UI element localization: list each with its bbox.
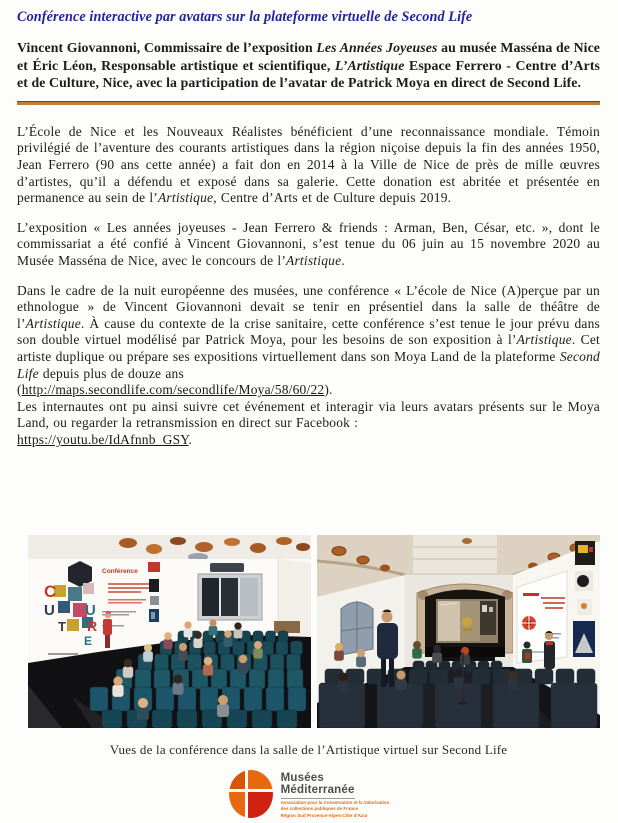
text-run: Espace Ferrero - Centre d’Arts et de Culture, Nice, avec la participation de l’avatar de Patrick Moya en direct de Second Life. — [17, 57, 600, 91]
paragraph-3 — [17, 283, 600, 449]
theatre-seat — [409, 669, 427, 684]
avatar-torso — [137, 707, 149, 720]
theatre-seat — [155, 654, 169, 671]
avatar-torso — [223, 637, 232, 647]
wall-posters — [148, 562, 160, 622]
italic-text-run: Artistique — [157, 190, 214, 206]
horizontal-rule — [17, 101, 600, 105]
theatre-seat — [435, 683, 481, 728]
theatre-seat — [346, 669, 364, 684]
avatar-head — [508, 670, 517, 679]
avatar-torso — [217, 704, 229, 717]
avatar-head — [194, 631, 202, 639]
avatar-torso — [338, 681, 349, 693]
avatar-head — [218, 695, 228, 705]
images-caption: Vues de la conférence dans la salle de l’Artistique virtuel sur Second Life — [109, 742, 508, 757]
avatar-head — [433, 645, 441, 653]
avatar-head — [396, 670, 405, 679]
theatre-seat — [288, 687, 306, 711]
theatre-seat — [252, 710, 272, 728]
text-zone — [17, 8, 600, 535]
theatre-seat — [204, 641, 216, 655]
intro-paragraph — [17, 39, 600, 92]
avatar-head — [113, 676, 122, 685]
theatre-seat — [200, 687, 218, 711]
theatre-seat — [556, 669, 574, 684]
avatar-head — [454, 668, 463, 677]
theatre-seat — [472, 669, 490, 684]
theatre-seat — [244, 687, 262, 711]
theatre-seat — [270, 654, 284, 671]
text-run: , Centre d’Arts et de Culture depuis 2019. — [213, 190, 452, 206]
text-run: . — [341, 252, 345, 268]
culture-letter: U — [85, 602, 96, 619]
text-run: . Cet artiste duplique ou prépare ses expositions virtuellement dans son Moya Land de la plateforme — [17, 332, 600, 364]
paragraph-2 — [17, 220, 600, 270]
avatar-head — [138, 698, 148, 708]
theatre-seat — [262, 641, 274, 655]
text-run: ). — [324, 382, 333, 398]
italic-text-run: Second Life — [17, 348, 600, 381]
avatar-torso — [178, 650, 188, 660]
avatar-head — [335, 643, 343, 651]
avatar-torso — [234, 629, 243, 639]
avatar-head — [184, 621, 191, 628]
page-title: Conférence interactive par avatars sur la plateforme virtuelle de Second Life — [17, 9, 473, 25]
avatar-head — [144, 644, 152, 652]
text-run: L’exposition « Les années joyeuses - Jean Ferrero & friends : Arman, Ben, César, etc. », dont le commissariat a été confié à Vincent Giovannoni, s’est tenue du 06 juin au 15 novembre 2020 au Musée Masséna de Nice, avec le concours de l’ — [17, 219, 600, 268]
avatar-head — [357, 649, 365, 657]
culture-letter: R — [87, 618, 98, 634]
text-run: . — [188, 431, 193, 447]
conference-screenshots-row — [17, 535, 600, 728]
avatar-torso — [396, 679, 407, 691]
theatre-seat — [188, 654, 202, 671]
avatar-torso — [238, 662, 248, 673]
theatre-seat — [287, 669, 303, 689]
theatre-seat — [535, 669, 553, 684]
theatre-seat — [277, 710, 297, 728]
virtual-theatre-photo-right — [317, 535, 600, 728]
theatre-seat — [211, 669, 227, 689]
theatre-seat — [154, 669, 170, 689]
avatar-torso — [193, 638, 202, 648]
avatar-head — [254, 641, 262, 649]
text-run: ( — [17, 382, 22, 398]
avatar-torso — [143, 651, 153, 662]
avatar-torso — [203, 664, 213, 675]
avatar-head — [124, 659, 133, 668]
theatre-seat — [233, 641, 245, 655]
avatar-head — [234, 622, 241, 629]
virtual-theatre-photo-left — [28, 535, 311, 728]
theatre-seat — [551, 683, 597, 728]
text-run: . À cause du contexte de la crise sanitaire, cette conférence s’est tenue le jour prévu dans son double virtuel modélisé par Patrick Moya, pour les besoins de son exposition à l’ — [17, 315, 600, 348]
avatar-torso — [356, 656, 366, 667]
avatar-torso — [432, 652, 442, 663]
logo-text — [281, 769, 390, 818]
italic-text-run: Artistique — [516, 332, 572, 348]
theatre-seat — [276, 641, 288, 655]
theatre-seat — [249, 669, 265, 689]
text-run: Dans le cadre de la nuit européenne des musées, une conférence « L’école de Nice (A)perçue par un ethnologue » de Vincent Giovannoni devait se tenir en présentiel dans la salle de théâtre de l’ — [17, 282, 600, 331]
logo-tagline-line: Association pour la Conservation et la Valorisation — [280, 800, 390, 805]
conference-wall-label: Conférence — [102, 568, 138, 575]
avatar-torso — [163, 639, 172, 649]
avatar-torso — [209, 626, 218, 635]
avatar-head — [338, 672, 347, 681]
musees-mediterranee-logo — [17, 769, 600, 819]
italic-text-run: Artistique — [25, 315, 81, 331]
theatre-seat — [156, 687, 174, 711]
theatre-seat — [430, 669, 448, 684]
avatar-head — [179, 643, 187, 651]
culture-letter: U — [44, 602, 55, 619]
theatre-seat — [227, 710, 247, 728]
text-run: Les internautes ont pu ainsi suivre cet événement et interagir via leurs avatars présents sur le Moya Land, ou regarder la retransmission en direct sur Facebook : — [17, 398, 600, 431]
theatre-seat — [102, 710, 122, 728]
theatre-seat — [135, 669, 151, 689]
paragraph-1 — [17, 124, 600, 207]
culture-letter: E — [84, 634, 93, 648]
ceiling-ornaments — [28, 535, 311, 561]
avatar-head — [164, 632, 172, 640]
text-run: au musée Masséna de Nice et Éric Léon, Responsable artistique et scientifique, — [17, 40, 600, 73]
theatre-seat — [152, 710, 172, 728]
theatre-seat — [268, 669, 284, 689]
culture-letter: C — [44, 582, 57, 601]
theatre-seat — [577, 669, 595, 684]
theatre-seat — [266, 687, 284, 711]
italic-text-run: L’Artistique — [335, 57, 405, 73]
avatar-head — [209, 619, 216, 626]
avatar-torso — [412, 648, 422, 658]
avatar-torso — [253, 648, 263, 658]
logo-circle-icon — [228, 769, 274, 819]
avatar-head — [173, 674, 182, 683]
theatre-seat — [177, 710, 197, 728]
avatar-torso — [112, 685, 123, 697]
italic-text-run: Les Années Joyeuses — [316, 40, 438, 55]
text-run: Vincent Giovannoni, Commissaire de l’exposition — [17, 40, 317, 55]
hyperlink[interactable]: http://maps.secondlife.com/secondlife/Moya/58/60/22 — [21, 382, 325, 398]
logo-name-line1: Musées — [280, 772, 324, 784]
hyperlink[interactable]: https://youtu.be/IdAfnnb_GSY — [17, 431, 189, 447]
theatre-seat — [90, 687, 108, 711]
avatar-torso — [123, 666, 133, 677]
avatar-torso — [334, 650, 344, 660]
text-run: depuis plus de douze ans — [38, 365, 184, 381]
theatre-seat — [221, 654, 235, 671]
avatar-torso — [508, 679, 519, 691]
text-run: L’École de Nice et les Nouveaux Réalistes bénéficient d’une reconnaissance mondiale. Témoin privilégié de l’aventure des courants artistiques dans la région niçoise depuis la fin des années 1950, Jean Ferrero (90 ans cette année) a fait don en 2014 à la Ville de Nice de près de mille œuvres d’artistes, qu’il a défendu et exposé dans sa galerie. Cette donation est abritée et présentée en permanence au sein de l’ — [17, 123, 600, 206]
avatar-head — [204, 657, 213, 666]
logo-name-line2: Méditerranée — [280, 783, 355, 796]
theatre-seat — [287, 654, 301, 671]
avatar-head — [413, 641, 421, 649]
theatre-seat — [291, 641, 303, 655]
avatar-head — [224, 630, 232, 638]
culture-letter: T — [58, 619, 66, 634]
avatar-torso — [184, 628, 193, 637]
avatar-head — [239, 655, 248, 664]
logo-tagline-line: Région Sud Provence-Alpes-Côte d’Azur — [280, 812, 368, 818]
avatar-torso — [172, 683, 183, 695]
avatar-torso — [460, 654, 470, 665]
logo-tagline-line: des collections publiques de France — [280, 806, 359, 812]
italic-text-run: Artistique — [286, 252, 342, 268]
